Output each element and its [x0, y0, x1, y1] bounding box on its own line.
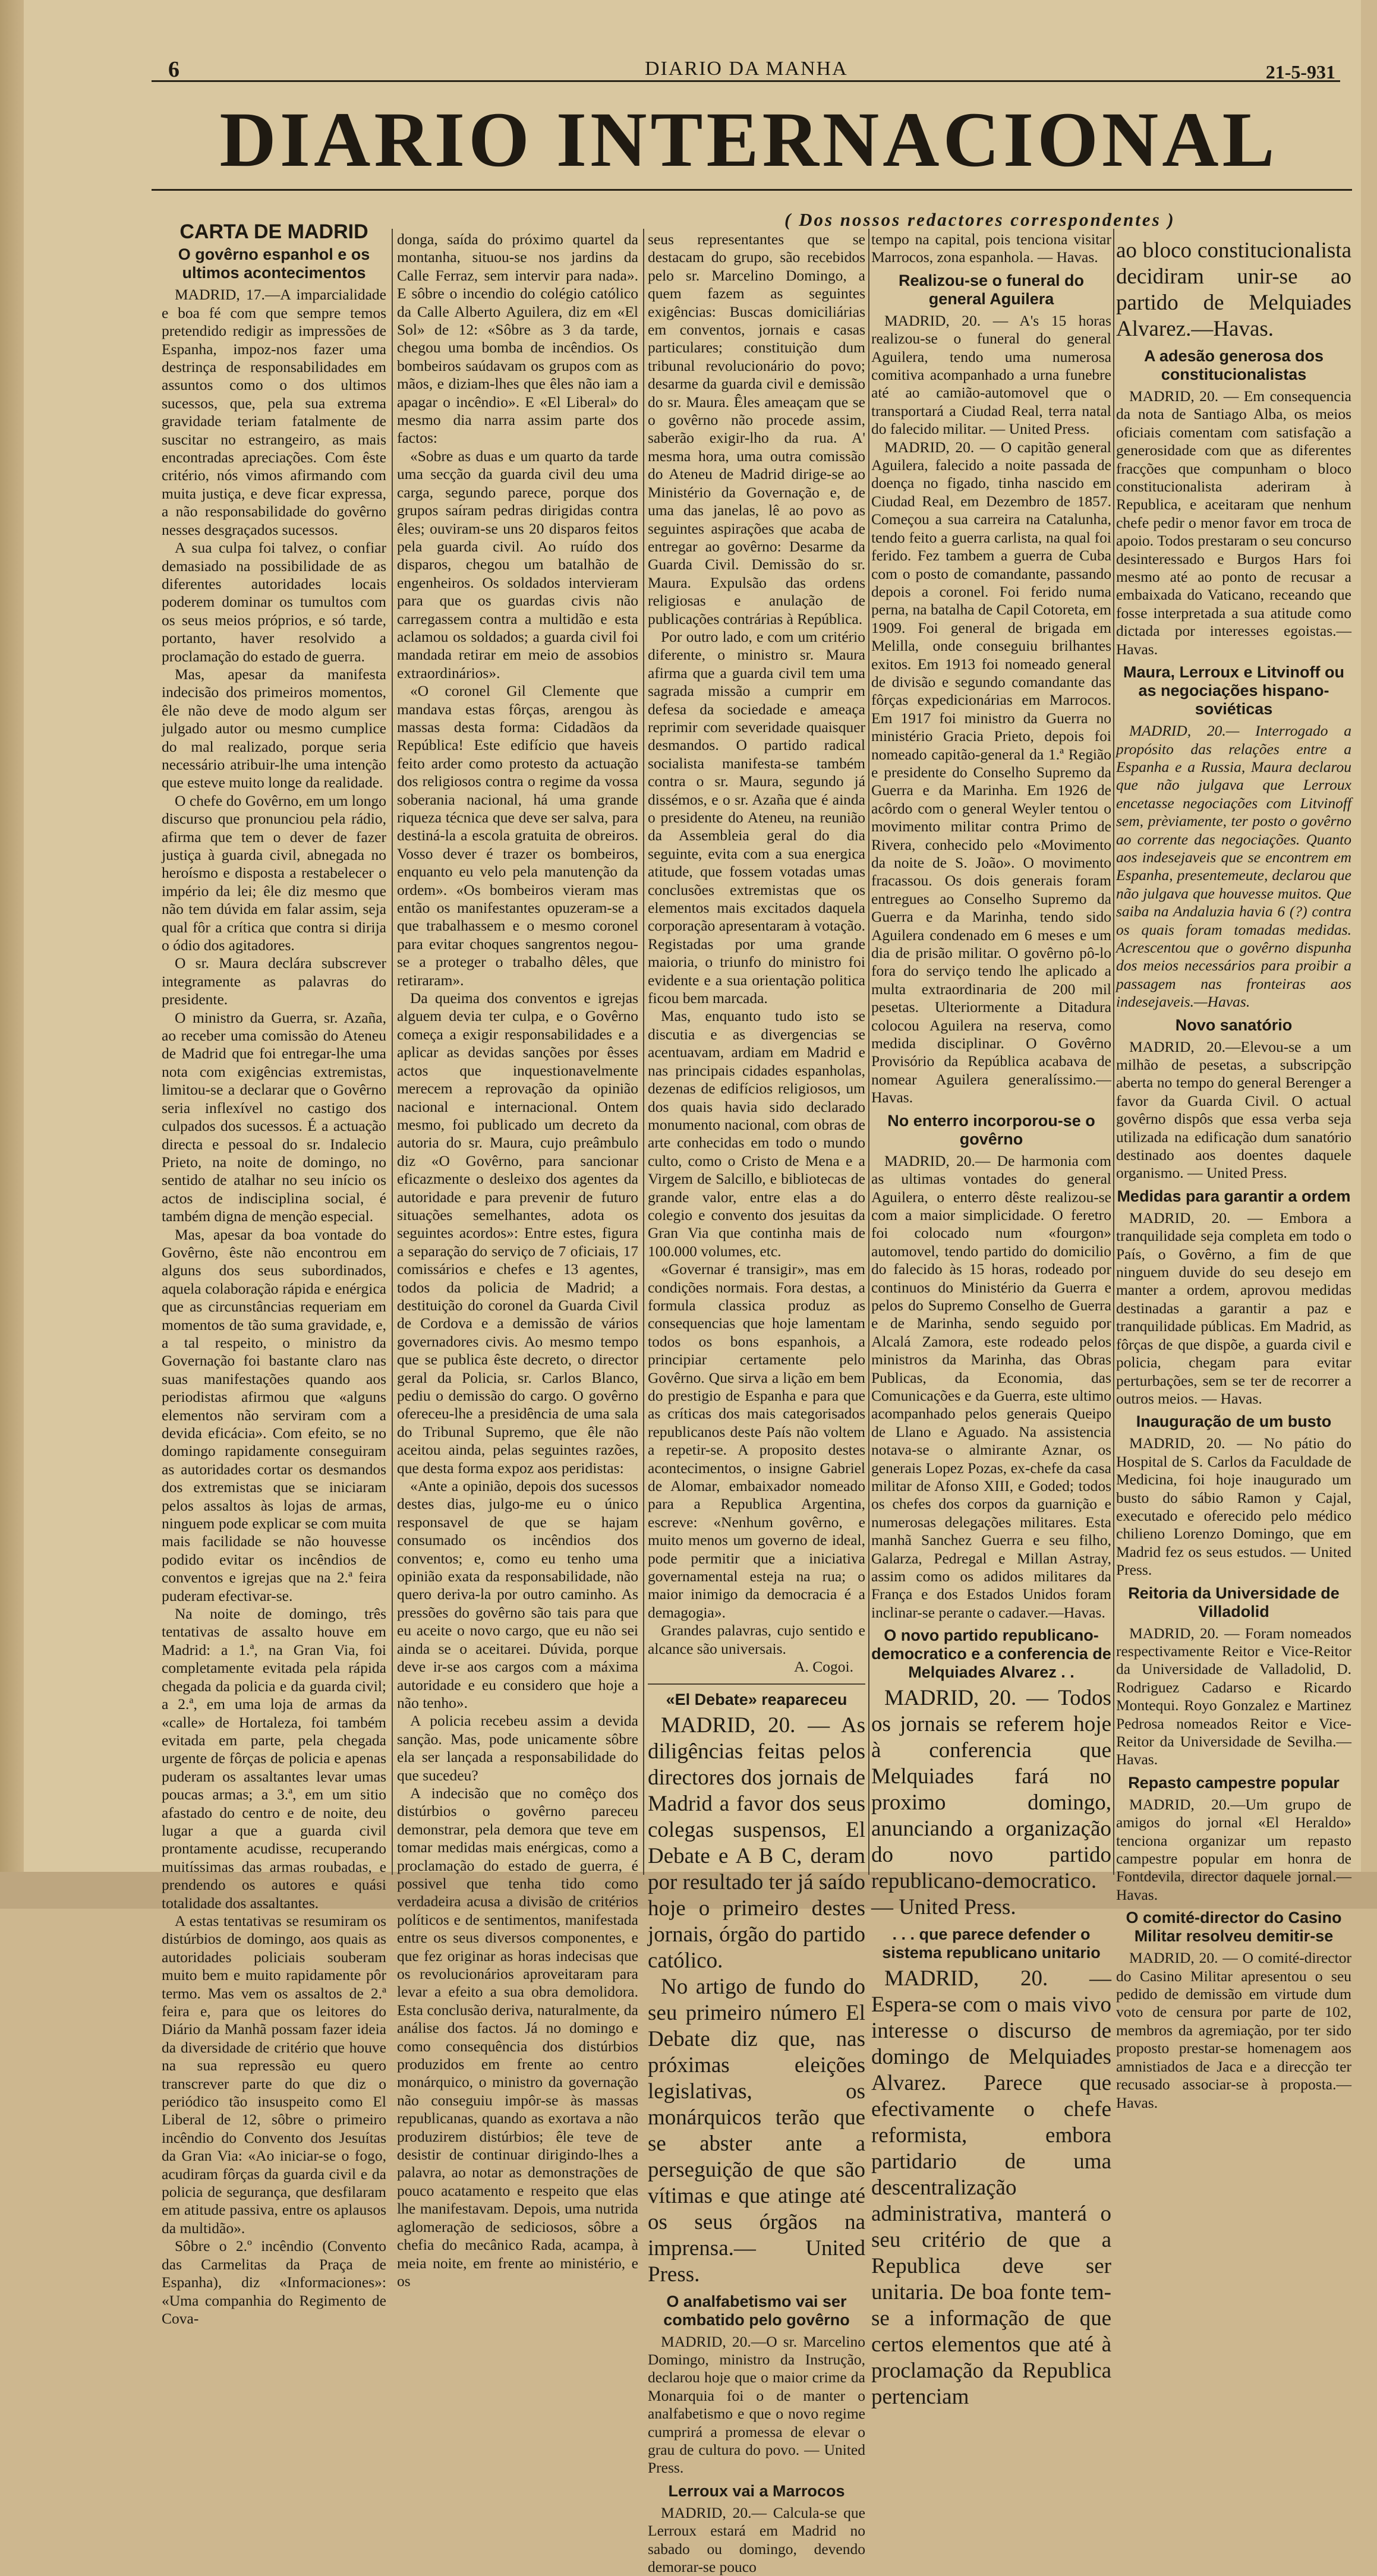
paragraph: MADRID, 20. — Todos os jornais se referem hoje à conferencia que Melquiades fará no proximo domingo, anunciando a organização do novo partido republicano-democratico.— United Press. [871, 1686, 1111, 1920]
paragraph: MADRID, 20. — O capitão general Aguilera, falecido a noite passada de doença no figado, tinha nascido em Ciudad Real, em Dezembro de 1857. Começou a sua carreira na Catalunha, tendo feito a guerra carlista, na qual foi ferido. Fez tambem a guerra de Cuba com o posto de comandante, passando depois a coronel. Foi ferido numa perna, na batalha de Capil Cotoreta, em 1909. Foi general de brigada em Melilla, onde conseguiu brilhantes exitos. Em 1913 foi nomeado general de divisão e segundo comandante das fôrças expedicionárias em Marrocos. Em 1917 foi ministro da Guerra no ministério Gracia Prieto, depois foi nomeado capitão-general da 1.ª Região e presidente do Conselho Supremo da Guerra e da Marinha. Em 1926 de acôrdo com o general Weyler tentou o movimento militar contra Primo de Rivera, conhecido pelo «Movimento da noite de S. João». O movimento fracassou. Os dois generais foram entregues ao Conselho Supremo da Guerra e da Marinha, tendo sido Aguilera condenado em 6 meses e um dia de prisão militar. O govêrno pô-lo fora do serviço tendo lhe aplicado a multa extraordinaria de 200 mil pesetas. Ulteriormente a Ditadura colocou Aguilera na reserva, como medida disciplinar. O Govêrno Provisório da República acabava de nomear Aguilera generalíssimo.—Havas. [871, 438, 1111, 1106]
paragraph: MADRID, 20.—O sr. Marcelino Domingo, ministro da Instrução, declarou hoje que o maior crime da Monarquia foi o de manter o analfabetismo e que o novo regime cumprirá a promessa de elevar o grau de cultura do povo. — United Press. [648, 2332, 865, 2477]
article-subtitle: O govêrno espanhol e os ultimos acontecimentos [178, 245, 370, 282]
headline: O analfabetismo vai ser combatido pelo govêrno [663, 2292, 850, 2329]
paragraph: «O coronel Gil Clemente que mandava estas fôrças, arengou às massas desta forma: Cidadãos da República! Este edifício que haveis feito arder como protesto da actuação dos religiosos contra o regime da vossa soberania nacional, há uma grande riqueza técnica que deve ser salva, para destiná-la a escola gratuita de obreiros. Vosso dever é trazer os bombeiros, enquanto eu velo pela manutenção da ordem». «Os bombeiros vieram mas então os manifestantes opuzeram-se a que trabalhassem e o mesmo coronel para evitar choques sangrentos negou-se a proteger o trabalho dêles, que retiraram». [397, 682, 638, 989]
headline: No enterro incorporou-se o govêrno [887, 1111, 1095, 1148]
divider [648, 1683, 865, 1685]
paragraph: Grandes palavras, cujo sentido e alcance são universais. [648, 1622, 865, 1657]
paragraph: ao bloco constitucionalista decidiram unir-se ao partido de Melquiades Alvarez.—Havas. [1116, 238, 1351, 341]
paragraph: No artigo de fundo do seu primeiro número El Debate diz que, nas próximas eleições legislativas, os monárquicos terão que se abster ante a perseguição de que são vítimas e que atinge até os seus órgãos na imprensa.— United Press. [648, 1974, 865, 2287]
paragraph: MADRID, 20.— De harmonia com as ultimas vontades do general Aguilera, o enterro dêste realizou-se com a maior simplicidade. O feretro foi colocado num «fourgon» automovel, tendo partido do domicilio do falecido às 15 horas, rodeado por continuos do Ministério da Guerra e pelos do Supremo Conselho de Guerra e de Marinha, sendo seguido por Alcalá Zamora, este rodeado pelos ministros da Marinha, das Obras Publicas, da Economia, das Comunicações e da Guerra, este ultimo acompanhado pelos generais Queipo de Llano e Aguado. Na assistencia notava-se o almirante Aznar, os generais Lopez Pozas, ex-chefe da casa militar de Afonso XIII, e Goded; todos os chefes dos corpos da guarnição e numerosas delegações militares. Esta manhã Sanchez Guerra e seu filho, Galarza, Pedregal e Millan Astray, assim como os adidos militares da França e dos Estados Unidos foram inclinar-se perante o cadaver.—Havas. [871, 1152, 1111, 1621]
paragraph: MADRID, 20. — No pátio do Hospital de S. Carlos da Faculdade de Medicina, foi hoje inaugurado um busto do sábio Ramon y Cajal, executado e oferecido pelo médico chilieno Lorenzo Domingo, que em Madrid fez os seus estudos. — United Press. [1116, 1434, 1351, 1579]
paragraph: MADRID, 20. — Espera-se com o mais vivo interesse o discurso de domingo de Melquiades Alvarez. Parece que efectivamente o chefe reformista, embora partidario de uma descentralização administrativa, manterá o seu critério de que a Republica deve ser unitaria. De boa fonte tem-se a informação de que certos elementos que até à proclamação da Republica pertenciam [871, 1966, 1111, 2410]
paragraph: MADRID, 20. — A's 15 horas realizou-se o funeral do general Aguilera, tendo uma numerosa comitiva acompanhado a urna funebre até ao camião-automovel que o transportará a Ciudad Real, terra natal do falecido militar. — United Press. [871, 311, 1111, 438]
paragraph: tempo na capital, pois tenciona visitar Marrocos, zona espanhola. — Havas. [871, 231, 1111, 266]
paragraph: Mas, apesar da boa vontade do Govêrno, êste não encontrou em alguns dos seus subordinados, aquela colaboração rápida e enérgica que as circunstâncias requeriam em momentos de tão suma gravidade, e, a tal respeito, o ministro da Governação foi bastante claro nas suas manifestações quando aos periodistas afirmou que «alguns elementos não serviram com a devida eficácia». Com efeito, se no domingo rapidamente conseguiram as autoridades cortar os desmandos dos extremistas que se iniciaram pelos assaltos às lojas de armas, ninguem pode explicar se com muita mais facilidade se não houvesse podido evitar os incêndios de conventos e igrejas que na 2.ª feira puderam efectivar-se. [162, 1225, 386, 1604]
column-2 [397, 231, 638, 2290]
paragraph: MADRID, 20.—Um grupo de amigos do jornal «El Heraldo» tenciona organizar um repasto campestre popular em honra de Fontdevila, director daquele jornal.— Havas. [1116, 1795, 1351, 1903]
paragraph: Na noite de domingo, três tentativas de assalto houve em Madrid: a 1.ª, na Gran Via, foi completamente evitada pela rápida chegada da policia e da guarda civil; a 2.ª, em uma loja de armas da «calle» de Hortaleza, foi também evitada em parte, pela chegada urgente de fôrças de policia e apenas puderam os assaltantes levar umas poucas armas; a 3.ª, em um sitio afastado do centro e de noite, deu lugar a que a guarda civil prontamente acudisse, recuperando muitíssimas das armas roubadas, e prendendo os autores e quási totalidade dos assaltantes. [162, 1605, 386, 1912]
paragraph: Por outro lado, e com um critério diferente, o ministro sr. Maura afirma que a guarda civil tem uma sagrada missão a cumprir em defesa da sociedade e ameaça reprimir com severidade quaisquer desmandos. O partido radical socialista manifesta-se também contra o sr. Maura, segundo já dissémos, e o sr. Azaña que é ainda o presidente do Ateneu, na reunião da Assembleia geral do dia seguinte, evita com a sua energica atitude, que fossem votadas umas conclusões extremistas que os elementos mais excitados daquela corporação apresentaram à votação. Registadas por uma grande maioria, o triunfo do ministro foi evidente e a sua orientação politica ficou bem marcada. [648, 628, 865, 1007]
paragraph: A policia recebeu assim a devida sanção. Mas, pode unicamente sôbre ela ser lançada a responsabilidade do que sucedeu? [397, 1712, 638, 1784]
paragraph: donga, saída do próximo quartel da montanha, situou-se nos jardins da Calle Ferraz, sem intervir para nada». E sôbre o incendio do colégio católico da Calle Alberto Aguilera, diz em «El Sol» de 12: «Sôbre as 3 da tarde, chegou uma bomba de incêndios. Os bombeiros saúdavam os grupos com as mãos, e diziam-lhes que êles não iam a apagar o incêndio». E «El Liberal» do mesmo dia narra assim parte dos factos: [397, 231, 638, 447]
paragraph: Mas, enquanto tudo isto se discutia e as divergencias se acentuavam, ardiam em Madrid e nas principais cidades espanholas, dezenas de edifícios religiosos, um dos quais havia sido declarado monumento nacional, com obras de arte conhecidas em todo o mundo culto, como o Cristo de Mena e a Virgem de Salcillo, e bibliotecas de grande valor, entre elas a do colegio e convento dos jesuitas da Gran Via que continha mais de 100.000 volumes, etc. [648, 1007, 865, 1260]
column-3 [648, 231, 865, 2575]
paragraph: MADRID, 20.— Interrogado a propósito das relações entre a Espanha e a Russia, Maura declarou que não julgava que Lerroux encetasse negociações com Litvinoff sem, prèviamente, ter posto o govêrno ao corrente das negociações. Quanto aos indesejaveis que se encontrem em Espanha, presentemeute, declarou que não julgava que houvesse muitos. Que saiba na Andaluzia havia 6 (?) contra os quais foram tomadas medidas. Acrescentou que o govêrno dispunha dos meios necessários para proibir a passagem nas fronteiras aos indesejaveis.—Havas. [1116, 722, 1351, 1011]
page-number: 6 [168, 57, 179, 82]
headline: Repasto campestre popular [1128, 1773, 1340, 1792]
paragraph: MADRID, 20. — Foram nomeados respectivamente Reitor e Vice-Reitor da Universidade de Valladolid, D. Rodriguez Cadarso e Ricardo Montequi. Royo Gonzalez e Martinez Pedrosa nomeados Reitor e Vice-Reitor da Universidade de Sevilha.— Havas. [1116, 1624, 1351, 1768]
headline: «El Debate» reapareceu [666, 1690, 847, 1708]
section-masthead: DIARIO INTERNACIONAL [219, 96, 1278, 183]
paragraph: Da queima dos conventos e igrejas alguem devia ter culpa, e o Govêrno começa a exigir responsabilidades e a aplicar as devidas sanções por êsses actos que inquestionavelmente merecem a reprovação da opinião nacional e internacional. Ontem mesmo, foi publicado um decreto da autoria do sr. Maura, cujo preâmbulo diz «O Govêrno, para sancionar eficazmente o desleixo dos agentes da autoridade e para prevenir de futuro situações semelhantes, adota os seguintes acordos»: Entre estes, figura a separação do serviço de 7 oficiais, 17 comissários e chefes e 13 agentes, todos da policia de Madrid; a destituição do coronel da Guarda Civil de Cordova e a demissão de vários governadores civis. Ao mesmo tempo que se publica êste decreto, o director geral da Policia, sr. Carlos Blanco, pediu o demissão do cargo. O govêrno ofereceu-lhe a presidência de uma sala do Tribunal Supremo, que êle não aceitou ainda, pelas seguintes razões, que desta forma expoz aos peridistas: [397, 989, 638, 1477]
headline: Novo sanatório [1175, 1016, 1293, 1034]
headline: . . . que parece defender o sistema republicano unitario [882, 1925, 1101, 1962]
headline: O novo partido republicano-democratico e a conferencia de Melquiades Alvarez . . [871, 1626, 1111, 1682]
paragraph: MADRID, 20. — O comité-director do Casino Militar apresentou o seu pedido de demissão em virtude dum voto de censura por parte de 102, membros da agremiação, por ter sido proposto prestar-se homenagem aos amnistiados de Jaca e a direcção ter recusado associar-se à proposta.— Havas. [1116, 1949, 1351, 2111]
column-rule [1113, 229, 1114, 1875]
headline: O comité-director do Casino Militar resolveu demitir-se [1126, 1909, 1342, 1946]
column-1 [162, 220, 386, 2327]
paragraph: A estas tentativas se resumiram os distúrbios de domingo, aos quais as autoridades policiais souberam muito bem e muito rapidamente pôr termo. Mas vem os assaltos de 2.ª feira e, para que os leitores do Diário da Manhã possam fazer ideia da diversidade de critério que houve na sua repressão eu quero transcrever parte do que diz o periódico tão insuspeito como El Liberal de 12, sôbre o primeiro incêndio do Convento dos Jesuítas da Gran Via: «Ao iniciar-se o fogo, acudiram fôrças da guarda civil e da policia de segurança, que desfilaram em atitude passiva, entre os aplausos da multidão». [162, 1912, 386, 2237]
paragraph: Mas, apesar da manifesta indecisão dos primeiros momentos, êle não deve de modo algum ser julgado autor ou mesmo cumplice do mal realizado, porque seria necessário atribuir-lhe uma intenção que esteve muito longe da realidade. [162, 665, 386, 792]
paragraph: MADRID, 20.— Calcula-se que Lerroux estará em Madrid no sabado ou domingo, devendo demorar-se pouco [648, 2504, 865, 2575]
paragraph: O chefe do Govêrno, em um longo discurso que pronunciou pela rádio, afirma que tem o dever de fazer justiça à guarda civil, abnegada no heroísmo e disposta a restabelecer o império da lei; êle diz mesmo que não tem dúvida em falar assim, seja qual fôr a crítica que contra si dirija o ódio dos agitadores. [162, 792, 386, 954]
column-rule [643, 229, 644, 1875]
paragraph: seus representantes que se destacam do grupo, são recebidos pelo sr. Marcelino Domingo, a quem fazem as seguintes exigências: Buscas domiciliárias em conventos, jornais e casas particulares; constituição dum tribunal revolucionário do povo; desarme da guarda civil e demissão do sr. Maura. Êles ameaçam que se o govêrno não procede assim, saberão exigir-lho da rua. A' mesma hora, uma outra comissão do Ateneu de Madrid dirige-se ao Ministério da Governação e, de uma das janelas, lê ao povo as seguintes aspirações que acaba de entregar ao govêrno: Desarme da Guarda Civil. Demissão do sr. Maura. Expulsão das ordens religiosas e anulação de publicações contrárias à República. [648, 231, 865, 628]
paragraph: A indecisão que no comêço dos distúrbios o govêrno pareceu demonstrar, pela demora que teve em tomar medidas mais enérgicas, como a proclamação do estado de guerra, é possivel que tenha tido como verdadeira acusa a divisão de critérios políticos e de sentimentos, manifestada entre os seus diversos componentes, e que fez originar as horas indecisas que os revolucionários aproveitaram para levar a efeito a sua obra demolidora. Esta conclusão deriva, naturalmente, da análise dos factos. Já no domingo e como consequência dos distúrbios produzidos em frente ao centro monárquico, o ministro da governação não conseguiu impôr-se às massas republicanas, quando as exortava a não produzirem distúrbios; êle teve de desistir de continuar dirigindo-lhes a palavra, ao notar as demonstrações de pouco acatamento e respeito que elas lhe manifestavam. Depois, uma nutrida aglomeração de sediciosos, sôbre a chefia do mecânico Rada, acampa, à meia noite, em frente ao ministério, e os [397, 1784, 638, 2290]
page-stack-edge [0, 0, 24, 1909]
column-rule [868, 229, 869, 1875]
paragraph: A sua culpa foi talvez, o confiar demasiado na possibilidade de as diferentes autoridades locais poderem dominar os tumultos com os seus meios próprios, e só tarde, portanto, haver resolvido a proclamação do estado de guerra. [162, 539, 386, 665]
column-rule [392, 229, 393, 1875]
paragraph: Sôbre o 2.º incêndio (Convento das Carmelitas da Praça de Espanha), diz «Informaciones»: «Uma companhia do Regimento de Cova- [162, 2237, 386, 2327]
paragraph: O sr. Maura declára subscrever integramente as palavras do presidente. [162, 954, 386, 1008]
paragraph: O ministro da Guerra, sr. Azaña, ao receber uma comissão do Ateneu de Madrid que foi entregar-lhe uma nota com exigências extremistas, limitou-se a declarar que o Govêrno seria inflexível no castigo dos culpados dos sucessos. É a actuação directa e pessoal do sr. Indalecio Prieto, na noite de domingo, no sentido de atalhar no seu início os actos de indisciplina social, é também digna de menção especial. [162, 1008, 386, 1225]
paragraph: «Sobre as duas e um quarto da tarde uma secção da guarda civil deu uma carga, segundo parece, porque dos grupos saíram pedras dirigidas contra êles; ouviram-se uns 20 disparos feitos pela guarda civil. Ao ruído dos disparos, chegou um batalhão de engenheiros. Os soldados intervieram para que os guardas civis não carregassem contra a multidão e esta aclamou os soldados; a guarda civil foi mandada retirar em meio de assobios extraordinários». [397, 447, 638, 682]
column-5 [1116, 238, 1351, 2111]
headline: Medidas para garantir a ordem [1117, 1187, 1351, 1205]
headline: Inauguração de um busto [1136, 1412, 1332, 1431]
headline: Realizou-se o funeral do general Aguilera [898, 271, 1085, 308]
paragraph: «Ante a opinião, depois dos sucessos destes dias, julgo-me eu o único responsavel de que se hajam consumado os incêndios dos conventos; e, como eu tenho uma opinião exata da responsabilidade, não quero deriva-la por outro caminho. As pressões do govêrno são tais para que eu aceite o novo cargo, que eu não sei ainda se o aceitarei. Dúvida, porque deve ir-se aos cargos com a máxima autoridade e eu considero que hoje a não tenho». [397, 1477, 638, 1711]
newspaper-name: DIARIO DA MANHA [645, 58, 848, 80]
column-4 [871, 231, 1111, 2410]
headline: A adesão generosa dos constitucionalistas [1143, 347, 1324, 383]
paragraph: MADRID, 20. — As diligências feitas pelos directores dos jornais de Madrid a favor dos seus colegas suspensos, El Debate e A B C, deram por resultado ter já saído hoje o primeiro destes jornais, órgão do partido católico. [648, 1713, 865, 1973]
headline: Reitoria da Universidade de Villadolid [1128, 1584, 1340, 1620]
paragraph: MADRID, 17.—A imparcialidade e boa fé com que sempre temos pretendido redigir as impressões de Espanha, impoz-nos fazer uma destrinça de responsabilidades em assuntos como o dos ultimos sucessos, que, pela sua extrema gravidade teriam fatalmente de suscitar no estrangeiro, as mais encontradas apreciações. Com êste critério, nós vimos afirmando com muita justiça, e deve ficar expressa, a não responsabilidade do govêrno nesses desgraçados sucessos. [162, 286, 386, 538]
masthead-rule [152, 189, 1352, 191]
headline: Lerroux vai a Marrocos [668, 2482, 845, 2500]
headline: Maura, Lerroux e Litvinoff ou as negociações hispano-soviéticas [1123, 663, 1345, 718]
author-signature: A. Cogoi. [794, 1658, 853, 1676]
issue-date: 21-5-931 [1265, 61, 1335, 83]
paragraph: MADRID, 20. — Embora a tranquilidade seja completa em todo o País, o Govêrno, a fim de que ninguem duvide do seu desejo em manter a ordem, aprovou medidas destinadas a garantir a paz e tranquilidade públicas. Em Madrid, as fôrças de que dispõe, a guarda civil e policia, chegam para evitar perturbações, sem se ter de recorrer a outros meios. — Havas. [1116, 1209, 1351, 1407]
paragraph: MADRID, 20.—Elevou-se a um milhão de pesetas, a subscripção aberta no tempo do general Berenger a favor da Guarda Civil. O actual govêrno dispôs que essa verba seja utilizada na edificação dum sanatório destinado aos doentes daquele organismo. — United Press. [1116, 1038, 1351, 1182]
paragraph: MADRID, 20. — Em consequencia da nota de Santiago Alba, os meios oficiais comentam com satisfação a generosidade com que as diferentes fracções que compunham o bloco constitucionalista aderiram à Republica, e aceitaram que nenhum chefe pedir o menor favor em troca de apoio. Todos prestaram o seu concurso desinteressado e Burgos Hars foi mesmo até ao ponto de recusar a embaixada do Vaticano, receando que fosse interpretada a sua atitude como dictada por interesses egoistas.—Havas. [1116, 387, 1351, 658]
article-title: CARTA DE MADRID [179, 220, 368, 243]
paragraph: «Governar é transigir», mas em condições normais. Fora destas, a formula classica produz as consequencias que hoje lamentam todos os bons espanhois, a principiar certamente pelo Govêrno. Que sirva a lição em bem do prestigio de Espanha e para que as críticas dos mais categorisados republicanos deste País não voltem a repetir-se. A proposito destes acontecimentos, o insigne Gabriel de Alomar, embaixador nomeado para a Republica Argentina, escreve: «Nenhum govêrno, e muito menos um governo de ideal, pode permitir que a iniciativa governamental esteja na rua; o maior inimigo da democracia é a demagogia». [648, 1260, 865, 1621]
section-subtitle: ( Dos nossos redactores correspondentes ) [784, 209, 1176, 230]
running-header [152, 56, 1340, 82]
